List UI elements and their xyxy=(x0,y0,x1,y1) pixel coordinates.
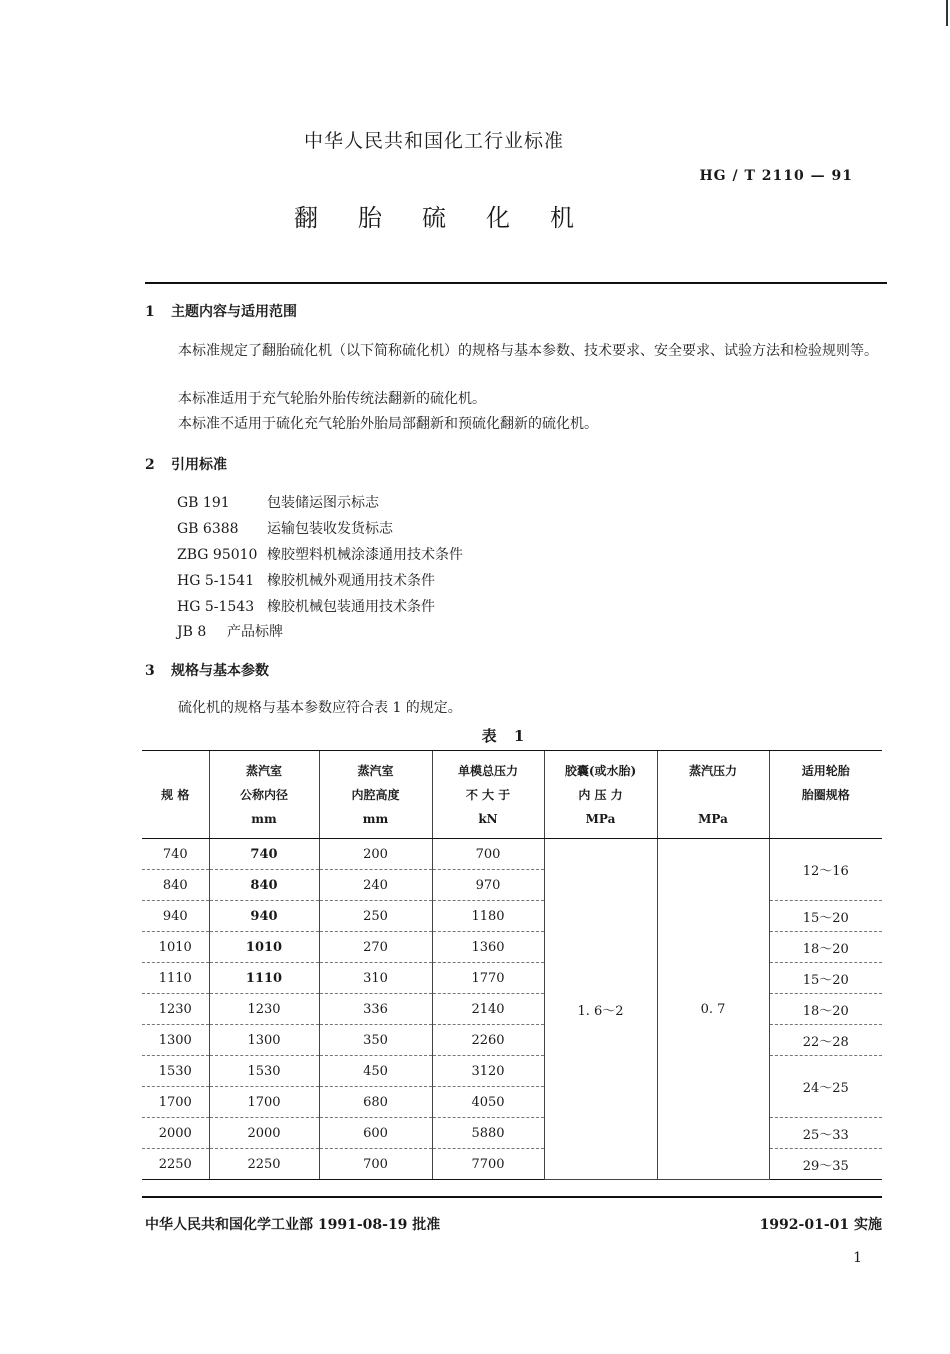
cell-height: 240 xyxy=(319,870,432,901)
header-inner-diameter: 蒸汽室 公称内径 mm xyxy=(209,751,319,839)
reference-name: 橡胶塑料机械涂漆通用技术条件 xyxy=(267,547,463,563)
cell-diameter: 740 xyxy=(209,839,319,870)
reference-item xyxy=(177,518,393,538)
cell-height: 350 xyxy=(319,1025,432,1056)
paragraph: 硫化机的规格与基本参数应符合表 1 的规定。 xyxy=(178,700,462,716)
cell-pressure: 3120 xyxy=(432,1056,544,1087)
section-number: 1 xyxy=(145,304,155,320)
paragraph: 本标准不适用于硫化充气轮胎外胎局部翻新和预硫化翻新的硫化机。 xyxy=(178,416,598,432)
cell-height: 336 xyxy=(319,994,432,1025)
standard-code: HG / T 2110 — 91 xyxy=(699,168,853,184)
cell-bead-spec: 24～25 xyxy=(769,1056,882,1118)
section-1-heading xyxy=(145,301,297,321)
reference-name: 包装储运图示标志 xyxy=(267,495,379,511)
section-title: 规格与基本参数 xyxy=(171,663,269,679)
cell-bead-spec: 15～20 xyxy=(769,963,882,994)
table-header-row xyxy=(142,751,882,839)
reference-name: 运输包装收发货标志 xyxy=(267,521,393,537)
cell-height: 250 xyxy=(319,901,432,932)
cell-bead-spec: 18～20 xyxy=(769,932,882,963)
cell-diameter: 1010 xyxy=(209,932,319,963)
table-row xyxy=(142,1025,882,1056)
table-row xyxy=(142,932,882,963)
cell-pressure: 970 xyxy=(432,870,544,901)
cell-spec: 1230 xyxy=(142,994,209,1025)
cell-pressure: 2260 xyxy=(432,1025,544,1056)
table-row xyxy=(142,1056,882,1087)
reference-code: JB 8 xyxy=(177,624,207,640)
cell-pressure: 2140 xyxy=(432,994,544,1025)
footer-rule xyxy=(142,1196,882,1198)
cell-spec: 1300 xyxy=(142,1025,209,1056)
section-title: 主题内容与适用范围 xyxy=(171,304,297,320)
cell-spec: 740 xyxy=(142,839,209,870)
paragraph: 本标准规定了翻胎硫化机（以下简称硫化机）的规格与基本参数、技术要求、安全要求、试验方法和检验规则等。 xyxy=(178,343,878,359)
table-row xyxy=(142,1149,882,1180)
reference-name: 橡胶机械包装通用技术条件 xyxy=(267,599,435,615)
table-row xyxy=(142,1118,882,1149)
cell-height: 600 xyxy=(319,1118,432,1149)
header-bead-spec: 适用轮胎 胎圈规格 xyxy=(769,751,882,839)
cell-spec: 1010 xyxy=(142,932,209,963)
cell-bead-spec: 18～20 xyxy=(769,994,882,1025)
cell-bladder-pressure: 1. 6～2 xyxy=(544,839,657,1180)
cell-pressure: 7700 xyxy=(432,1149,544,1180)
cell-spec: 1530 xyxy=(142,1056,209,1087)
header-rule xyxy=(145,282,887,284)
cell-bead-spec: 12～16 xyxy=(769,839,882,901)
table-caption: 表 1 xyxy=(481,727,531,745)
cell-diameter: 840 xyxy=(209,870,319,901)
scan-edge-mark xyxy=(946,0,948,26)
table-row xyxy=(142,839,882,870)
reference-code: GB 6388 xyxy=(177,521,239,537)
cell-pressure: 700 xyxy=(432,839,544,870)
cell-diameter: 940 xyxy=(209,901,319,932)
cell-spec: 2250 xyxy=(142,1149,209,1180)
cell-diameter: 1110 xyxy=(209,963,319,994)
reference-item xyxy=(177,570,435,590)
table-row xyxy=(142,901,882,932)
reference-code: ZBG 95010 xyxy=(177,547,258,563)
reference-item xyxy=(177,544,463,564)
cell-pressure: 1770 xyxy=(432,963,544,994)
reference-code: HG 5-1543 xyxy=(177,599,255,615)
section-title: 引用标准 xyxy=(171,457,227,473)
cell-height: 270 xyxy=(319,932,432,963)
cell-height: 680 xyxy=(319,1087,432,1118)
cell-pressure: 4050 xyxy=(432,1087,544,1118)
table-row xyxy=(142,963,882,994)
cell-height: 700 xyxy=(319,1149,432,1180)
cell-pressure: 1360 xyxy=(432,932,544,963)
cell-bead-spec: 15～20 xyxy=(769,901,882,932)
cell-diameter: 1230 xyxy=(209,994,319,1025)
header-steam-pressure: 蒸汽压力 MPa xyxy=(657,751,769,839)
reference-item xyxy=(177,596,435,616)
reference-name: 橡胶机械外观通用技术条件 xyxy=(267,573,435,589)
cell-spec: 840 xyxy=(142,870,209,901)
cell-height: 200 xyxy=(319,839,432,870)
cell-bead-spec: 25～33 xyxy=(769,1118,882,1149)
paragraph: 本标准适用于充气轮胎外胎传统法翻新的硫化机。 xyxy=(178,391,486,407)
cell-spec: 940 xyxy=(142,901,209,932)
cell-height: 310 xyxy=(319,963,432,994)
header-total-pressure: 单模总压力 不 大 于 kN xyxy=(432,751,544,839)
cell-steam-pressure: 0. 7 xyxy=(657,839,769,1180)
effective-date: 1992-01-01 实施 xyxy=(759,1217,882,1233)
spec-table xyxy=(142,750,882,1180)
cell-diameter: 1700 xyxy=(209,1087,319,1118)
section-3-heading xyxy=(145,660,269,680)
cell-diameter: 2250 xyxy=(209,1149,319,1180)
header-cavity-height: 蒸汽室 内腔高度 mm xyxy=(319,751,432,839)
cell-bead-spec: 22～28 xyxy=(769,1025,882,1056)
section-number: 2 xyxy=(145,457,155,473)
cell-diameter: 1530 xyxy=(209,1056,319,1087)
cell-spec: 1700 xyxy=(142,1087,209,1118)
cell-diameter: 2000 xyxy=(209,1118,319,1149)
cell-pressure: 5880 xyxy=(432,1118,544,1149)
reference-item xyxy=(177,492,379,512)
reference-name: 产品标牌 xyxy=(227,624,283,640)
approval-note: 中华人民共和国化学工业部 1991-08-19 批准 xyxy=(145,1217,441,1233)
header-bladder-pressure: 胶囊(或水胎) 内 压 力 MPa xyxy=(544,751,657,839)
section-number: 3 xyxy=(145,663,155,679)
cell-diameter: 1300 xyxy=(209,1025,319,1056)
reference-code: HG 5-1541 xyxy=(177,573,255,589)
document-title: 翻胎硫化机 xyxy=(294,204,614,232)
header-spec: 规 格 xyxy=(142,751,209,839)
reference-code: GB 191 xyxy=(177,495,230,511)
cell-height: 450 xyxy=(319,1056,432,1087)
standard-org: 中华人民共和国化工行业标准 xyxy=(303,130,564,152)
table-row xyxy=(142,994,882,1025)
cell-spec: 2000 xyxy=(142,1118,209,1149)
page-number: 1 xyxy=(853,1250,862,1266)
section-2-heading xyxy=(145,454,227,474)
reference-item xyxy=(177,621,283,641)
cell-bead-spec: 29～35 xyxy=(769,1149,882,1180)
cell-pressure: 1180 xyxy=(432,901,544,932)
cell-spec: 1110 xyxy=(142,963,209,994)
